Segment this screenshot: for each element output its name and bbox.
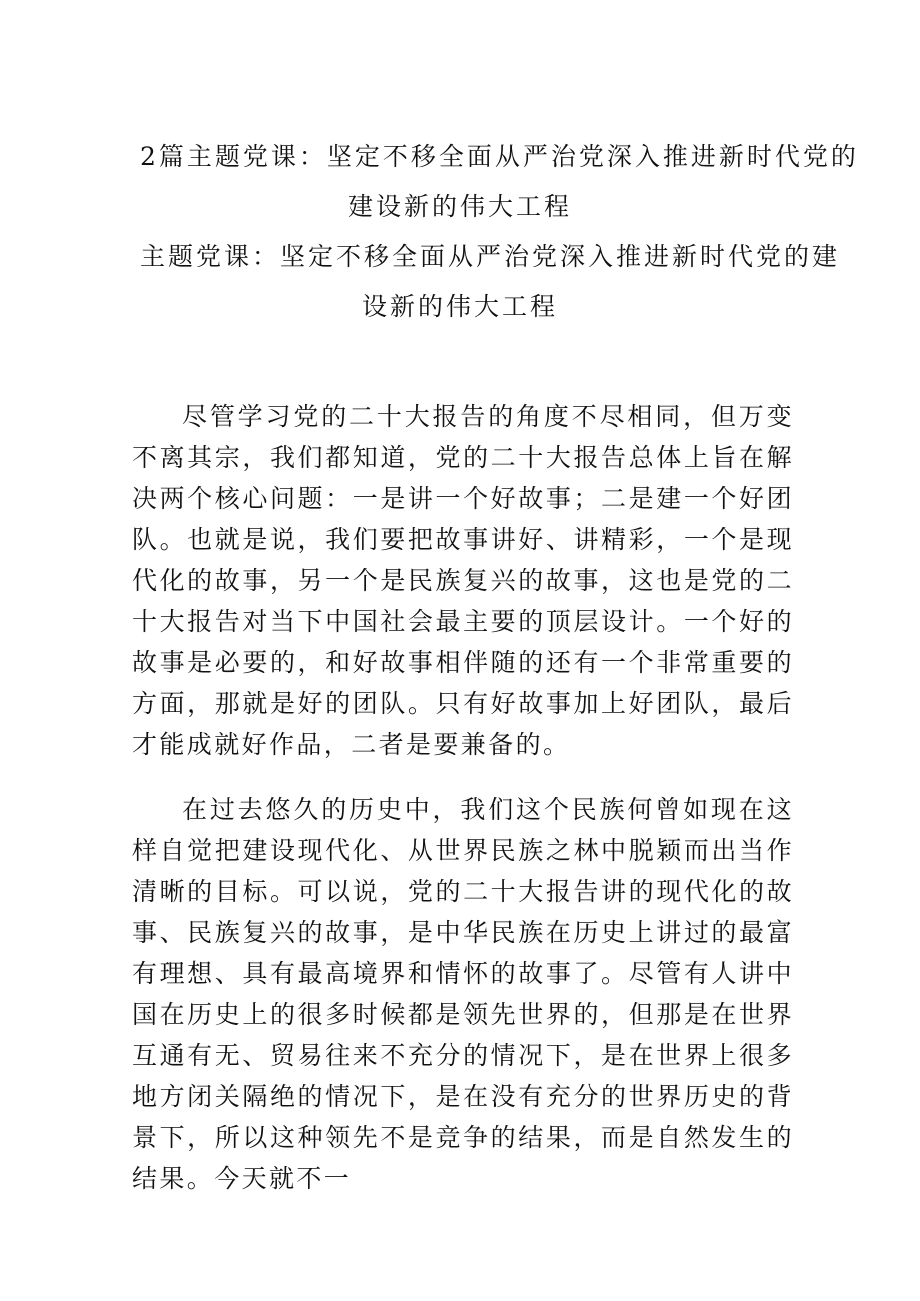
- title-line-1: 2篇主题党课：坚定不移全面从严治党深入推进新时代党的: [140, 142, 859, 171]
- document-title: [140, 132, 859, 332]
- title-line-2: 建设新的伟大工程: [347, 192, 572, 221]
- document-body: [132, 396, 794, 1199]
- paragraph-2: 在过去悠久的历史中，我们这个民族何曾如现在这样自觉把建设现代化、从世界民族之林中脱颖而出当作清晰的目标。可以说，党的二十大报告讲的现代化的故事、民族复兴的故事，是中华民族在历史上讲过的最富有理想、具有最高境界和情怀的故事了。尽管有人讲中国在历史上的很多时候都是领先世界的，但那是在世界互通有无、贸易往来不充分的情况下，是在世界上很多地方闭关隔绝的情况下，是在没有充分的世界历史的背景下，所以这种领先不是竞争的结果，而是自然发生的结果。今天就不一: [132, 795, 794, 1193]
- title-line-4: 设新的伟大工程: [361, 292, 558, 321]
- title-line-3: 主题党课：坚定不移全面从严治党深入推进新时代党的建: [140, 242, 841, 271]
- paragraph-1: 尽管学习党的二十大报告的角度不尽相同，但万变不离其宗，我们都知道，党的二十大报告总体上旨在解决两个核心问题：一是讲一个好故事；二是建一个好团队。也就是说，我们要把故事讲好、讲精彩，一个是现代化的故事，另一个是民族复兴的故事，这也是党的二十大报告对当下中国社会最主要的顶层设计。一个好的故事是必要的，和好故事相伴随的还有一个非常重要的方面，那就是好的团队。只有好故事加上好团队，最后才能成就好作品，二者是要兼备的。: [132, 402, 794, 759]
